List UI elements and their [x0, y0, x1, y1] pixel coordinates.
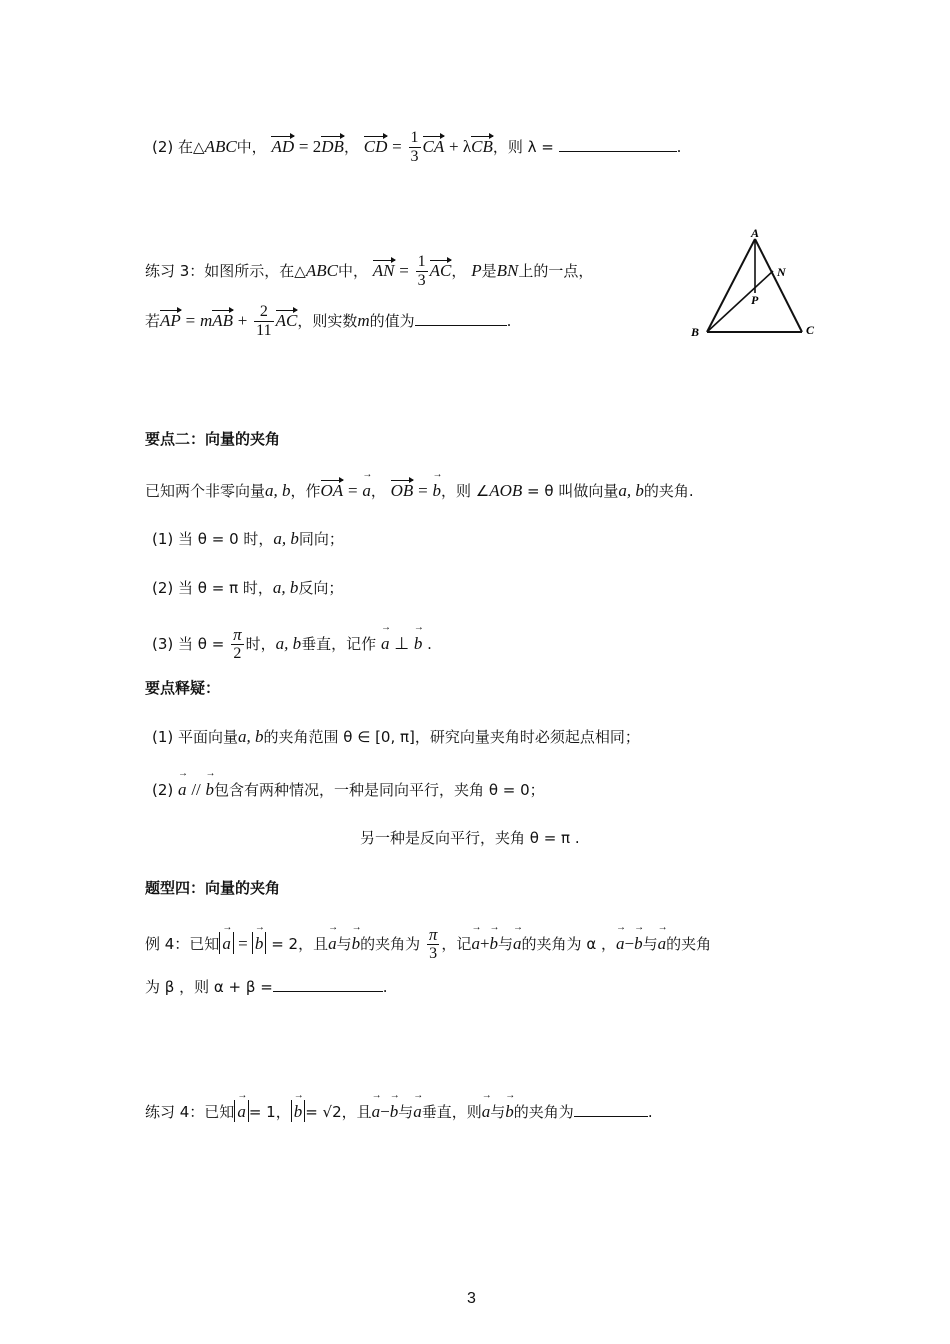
vector-a: → a — [413, 1090, 424, 1121]
answer-blank[interactable] — [559, 137, 677, 152]
vector-AD: AD — [271, 137, 295, 156]
label-C: C — [806, 323, 815, 337]
fraction-pi-3: $\frac{\pi}{3}$ — [428, 925, 438, 962]
vector-a: → a — [471, 922, 482, 953]
vector-DB: DB — [321, 137, 344, 156]
edge-AB — [707, 239, 755, 332]
vector-AN: AN — [372, 261, 395, 280]
vector-b: → b — [351, 922, 362, 953]
angle-case-3: (3) 当 θ = $\frac{\pi}{2}$ 时，a, b垂直，记作 → a ⊥ → b . — [152, 622, 432, 662]
vector-OA: OA — [320, 481, 344, 500]
vector-a: → a — [178, 768, 189, 799]
angle-case-2: (2) 当 θ = π 时，a, b反向； — [152, 578, 344, 597]
fraction-2-11: $\frac{2}{11}$ — [256, 303, 272, 339]
vector-AP: AP — [160, 311, 181, 330]
fraction-pi-2: $\frac{\pi}{2}$ — [233, 625, 242, 662]
example-4-line1: 例 4：已知 → a = → b = 2，且 → a与 → b的夹角为 $\frac{\pi}{3}$ ，记 → a+ → b与 → a的夹角为 α ， → a− → b与 → a的夹角 — [145, 922, 712, 962]
vector-a: → a — [328, 922, 339, 953]
vector-CD: CD — [363, 137, 388, 156]
vector-OB: OB — [390, 481, 414, 500]
example-4-line2: 为 β ，则 α + β = . — [145, 978, 388, 996]
abs-b: → b — [291, 1100, 306, 1122]
abs-a: → a — [234, 1100, 249, 1122]
vector-a: → a — [615, 922, 626, 953]
vector-b: → b — [505, 1090, 516, 1121]
vector-a: → a — [380, 622, 391, 653]
vector-AC: AC — [429, 261, 452, 280]
vector-a: → a — [513, 922, 524, 953]
section-2-title: 要点二：向量的夹角 — [145, 430, 281, 448]
vector-a: → a — [362, 469, 373, 500]
exercise-3-line2: 若AP = mAB + $\frac{2}{11}$ AC，则实数m的值为 . — [145, 303, 512, 339]
abs-b: → b — [252, 932, 267, 954]
vector-b: → b — [432, 469, 443, 500]
note-2: (2) → a // → b包含有两种情况，一种是同向平行，夹角 θ = 0； — [152, 768, 545, 799]
vector-b: → b — [413, 622, 424, 653]
abs-a: → a — [219, 932, 234, 954]
vector-b: → b — [205, 768, 216, 799]
vector-AC: AC — [275, 311, 298, 330]
segment-BN — [707, 271, 773, 332]
answer-blank[interactable] — [574, 1102, 648, 1117]
vector-b: → b — [489, 922, 500, 953]
fraction-1-3: $\frac{1}{3}$ — [410, 129, 419, 165]
fraction-1-3: $\frac{1}{3}$ — [417, 253, 426, 289]
vector-a: → a — [657, 922, 668, 953]
note-3: 另一种是反向平行，夹角 θ = π . — [360, 829, 580, 847]
page-number: 3 — [467, 1290, 476, 1307]
angle-case-1: (1) 当 θ = 0 时，a, b同向； — [152, 529, 344, 548]
edge-AC — [755, 239, 802, 332]
angle-definition: 已知两个非零向量a, b，作OA = → a， OB = → b，则 ∠AOB = θ 叫做向量a, b的夹角. — [145, 469, 694, 500]
vector-AB: AB — [212, 311, 234, 330]
triangle-figure — [688, 225, 828, 345]
answer-blank[interactable] — [273, 977, 383, 992]
vector-a: → a — [481, 1090, 492, 1121]
problem-2: (2) 在△ABC中， AD = 2DB， CD = $\frac{1}{3}$ CA + λCB，则 λ = . — [152, 129, 682, 165]
label-P: P — [751, 293, 759, 307]
label-A: A — [751, 226, 760, 240]
vector-b: → b — [634, 922, 645, 953]
note-1: (1) 平面向量a, b的夹角范围 θ ∈ [0, π]，研究向量夹角时必须起点相同； — [152, 727, 640, 746]
label-B: B — [691, 325, 700, 339]
type-4-title: 题型四：向量的夹角 — [145, 879, 281, 897]
vector-CA: CA — [422, 137, 445, 156]
vector-a: → a — [371, 1090, 382, 1121]
vector-b: → b — [389, 1090, 400, 1121]
exercise-4: 练习 4：已知 → a = 1， → b = √2，且 → a− → b与 → a垂直，则 → a与 → b的夹角为 . — [145, 1090, 653, 1121]
answer-blank[interactable] — [415, 311, 507, 326]
notes-title: 要点释疑： — [145, 679, 221, 697]
exercise-3-line1: 练习 3：如图所示，在△ABC中， AN = $\frac{1}{3}$ AC， P是BN上的一点， — [145, 253, 594, 289]
label-N: N — [777, 265, 786, 279]
vector-CB: CB — [471, 137, 493, 156]
